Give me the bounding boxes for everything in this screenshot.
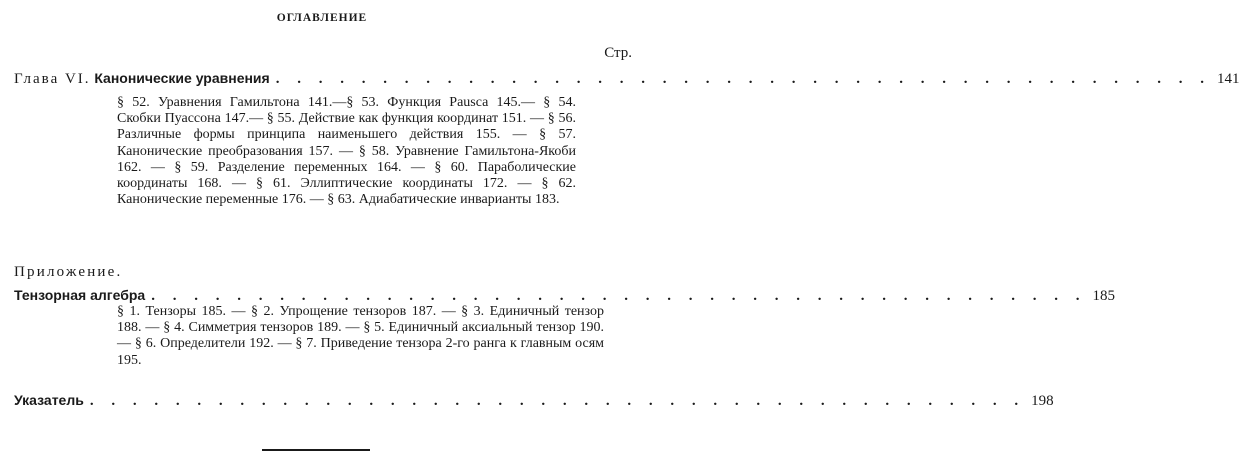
chapter-prefix: Глава VI.	[14, 71, 91, 87]
chapter-page-number: 141	[1216, 71, 1239, 87]
tensor-page-number: 185	[1092, 288, 1115, 304]
tensor-sections: § 1. Тензоры 185. — § 2. Упрощение тензоров 187. — § 3. Единичный тензор 188. — § 4. Симметрия тензоров 189. — § 5. Единичный аксиальный тензор 190. — § 6. Определители 192. — § 7. Приведение тензора 2-го ранга к главным осям 195.	[117, 304, 604, 368]
tensor-title: Тензорная алгебра	[14, 287, 146, 303]
index-page-number: 198	[1031, 393, 1054, 409]
index-title: Указатель	[14, 392, 84, 408]
page-column-label: Стр.	[604, 45, 632, 61]
dot-leader: . . . . . . . . . . . . . . . . . . . . . . . . . . . . . . . . . . . . . . . . . . . .	[151, 288, 1087, 304]
toc-entry-index[interactable]	[14, 392, 1054, 412]
dot-leader: . . . . . . . . . . . . . . . . . . . . . . . . . . . . . . . . . . . . . . . . . . . .	[89, 393, 1026, 409]
page-title: ОГЛАВЛЕНИЕ	[276, 12, 368, 24]
chapter-6-sections: § 52. Уравнения Гамильтона 141.—§ 53. Функция Рausса 145.— § 54. Скобки Пуассона 147.— § 55. Действие как функция координат 151. — § 56. Различные формы принципа наименьшего действия 155. — § 57. Канонические преобразования 157. — § 58. Уравнение Гамильтона-Якоби 162. — § 59. Разделение переменных 164. — § 60. Параболические координаты 168. — § 61. Эллиптические координаты 172. — § 62. Канонические переменные 176. — § 63. Адиабатические инварианты 183.	[117, 95, 576, 208]
end-rule	[262, 449, 370, 451]
chapter-title: Канонические уравнения	[94, 70, 270, 86]
appendix-label: Приложение.	[14, 264, 123, 280]
dot-leader: . . . . . . . . . . . . . . . . . . . . . . . . . . . . . . . . . . . . . . . . . . . .	[275, 71, 1211, 87]
toc-entry-chapter-6[interactable]	[14, 70, 1239, 90]
